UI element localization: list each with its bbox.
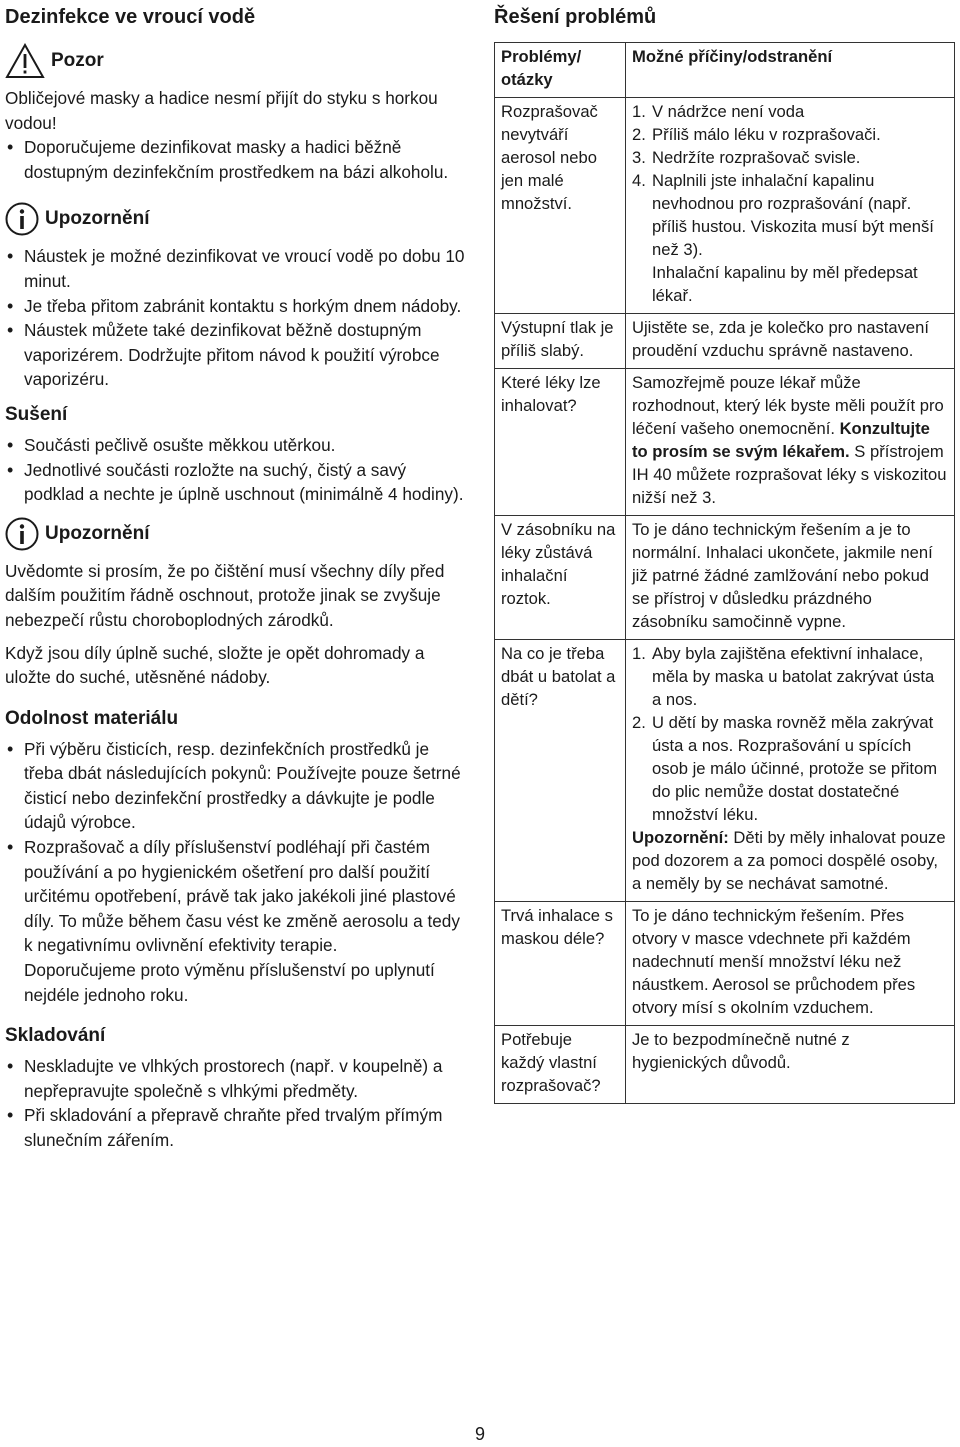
solution-cell: To je dáno technickým řešením a je to normální. Inhalaci ukončete, jakmile není již patrné žádné zamlžování nebo pokud se přístroj v důsledku prázdného zásobníku samočinně vypne. xyxy=(626,516,955,640)
problem-cell: Trvá inhalace s maskou déle? xyxy=(495,902,626,1026)
header-problems: Problémy/ otázky xyxy=(495,43,626,98)
list-item: • Doporučujeme dezinfikovat masky a hadici běžně dostupným dezinfekčním prostředkem na bázi alkoholu. xyxy=(5,135,465,184)
storage-bullets xyxy=(5,1054,465,1152)
table-row xyxy=(495,902,955,1026)
header-causes: Možné příčiny/odstranění xyxy=(626,43,955,98)
notice-1 xyxy=(5,202,465,236)
problem-cell: V zásobníku na léky zůstává inhalační roztok. xyxy=(495,516,626,640)
resistance-extra: Doporučujeme proto výměnu příslušenství po uplynutí nejdéle jednoho roku. xyxy=(24,960,435,1005)
list-item: • Je třeba přitom zabránit kontaktu s horkým dnem nádoby. xyxy=(5,294,465,319)
caution-text: Obličejové masky a hadice nesmí přijít do styku s horkou vodou! xyxy=(5,88,438,133)
warning-triangle-icon xyxy=(5,43,45,79)
solution-cell: Ujistěte se, zda je kolečko pro nastavení proudění vzduchu správně nastaveno. xyxy=(626,314,955,369)
section-title-troubleshooting: Řešení problémů xyxy=(494,6,657,28)
table-row xyxy=(495,640,955,902)
table-row xyxy=(495,98,955,314)
troubleshooting-table xyxy=(494,42,955,1104)
disinfect-bullets xyxy=(5,135,465,184)
list-item: 2. U dětí by maska rovněž měla zakrývat ústa a nos. Rozprašování u spících osob je málo účinné, protože se přitom do plic nemůže dostat dostatečné množství léku. xyxy=(632,713,938,824)
solution-note: Upozornění: Děti by měly inhalovat pouze pod dozorem a za pomoci dospělé osoby, a neměly by se nechávat samotné. xyxy=(632,828,946,893)
dry-text: Když jsou díly úplně suché, složte je opět dohromady a uložte do suché, utěsněné nádoby. xyxy=(5,642,425,688)
solution-cell xyxy=(626,640,955,902)
table-row xyxy=(495,369,955,516)
solution-cell: Samozřejmě pouze lékař může rozhodnout, který lék byste měli použít pro léčení vašeho onemocnění. Konzultujte to prosím se svým lékařem. S přístrojem IH 40 můžete rozprašovat léky s viskozitou nižší než 3. xyxy=(626,369,955,516)
left-column xyxy=(5,4,465,1153)
page-number: 9 xyxy=(474,1424,485,1444)
solution-note: Inhalační kapalinu by měl předepsat lékař. xyxy=(652,263,918,305)
solution-cell: To je dáno technickým řešením. Přes otvory v masce vdechnete při každém nadechnutí menší množství léku než náustkem. Aerosol se průchodem přes otvory mísí s okolním vzduchem. xyxy=(626,902,955,1026)
solution-cell xyxy=(626,98,955,314)
list-item: 1. Aby byla zajištěna efektivní inhalace, měla by maska u batolat zakrývat ústa a nos. xyxy=(632,644,935,709)
list-item: 3. Nedržíte rozprašovač svisle. xyxy=(632,148,861,167)
list-item: • Náustek můžete také dezinfikovat běžně dostupným vaporizérem. Dodržujte přitom návod k použití výrobce vaporizéru. xyxy=(5,318,465,392)
table-header-row xyxy=(495,43,955,98)
list-item: 2. Příliš málo léku v rozprašovači. xyxy=(632,125,881,144)
emphasis: Konzultujte to prosím se svým lékařem. xyxy=(632,419,930,461)
list-item: • Jednotlivé součásti rozložte na suchý, čistý a savý podklad a nechte je úplně uschnout (minimálně 4 hodiny). xyxy=(5,458,465,507)
problem-cell: Potřebuje každý vlastní rozprašovač? xyxy=(495,1026,626,1104)
list-item: • Při výběru čisticích, resp. dezinfekčních prostředků je třeba dbát následujících pokynů: Používejte pouze šetrné čisticí nebo dezinfekční prostředky a dávkujte je podle údajů výrobce. xyxy=(5,737,465,835)
list-item: • Neskladujte ve vlhkých prostorech (např. v koupelně) a nepřepravujte společně s vlhkými předměty. xyxy=(5,1054,465,1103)
list-item: 1. V nádržce není voda xyxy=(632,102,805,121)
info-circle-icon xyxy=(5,202,39,236)
info-circle-icon xyxy=(5,517,39,551)
notice-1-label: Upozornění xyxy=(45,208,150,230)
caution-label: Pozor xyxy=(51,50,104,71)
section-title-disinfection: Dezinfekce ve vroucí vodě xyxy=(5,6,256,28)
notice-2-label: Upozornění xyxy=(45,522,150,544)
problem-cell: Na co je třeba dbát u batolat a dětí? xyxy=(495,640,626,902)
list-item: • Při skladování a přepravě chraňte před trvalým přímým slunečním zářením. xyxy=(5,1103,465,1152)
solution-cell: Je to bezpodmínečně nutné z hygienických důvodů. xyxy=(626,1026,955,1104)
section-title-storage: Skladování xyxy=(5,1025,106,1047)
problem-cell: Výstupní tlak je příliš slabý. xyxy=(495,314,626,369)
notice-1-bullets xyxy=(5,244,465,392)
notice-2 xyxy=(5,517,465,551)
section-title-resistance: Odolnost materiálu xyxy=(5,707,179,729)
table-row xyxy=(495,1026,955,1104)
resistance-bullets xyxy=(5,737,465,958)
problem-cell: Rozprašovač nevytváří aerosol nebo jen malé množství. xyxy=(495,98,626,314)
section-title-drying: Sušení xyxy=(5,403,68,425)
list-item: • Náustek je možné dezinfikovat ve vroucí vodě po dobu 10 minut. xyxy=(5,244,465,293)
drying-bullets xyxy=(5,433,465,507)
table-row xyxy=(495,516,955,640)
list-item: • Součásti pečlivě osušte měkkou utěrkou. xyxy=(5,433,465,458)
list-item: • Rozprašovač a díly příslušenství podléhají při častém používání a po hygienickém ošetření pro další použití určitému opotřebení, právě tak jako jakékoli jiné plastové díly. To může během času vést ke změně aerosolu a tedy k negativnímu ovlivnění efektivity terapie. xyxy=(5,835,465,958)
caution-notice xyxy=(5,44,465,78)
list-item: 4. Naplnili jste inhalační kapalinu nevhodnou pro rozprašování (např. příliš hustou. Viskozita musí být menší než 3). xyxy=(632,171,934,259)
problem-cell: Které léky lze inhalovat? xyxy=(495,369,626,516)
notice-2-text: Uvědomte si prosím, že po čištění musí všechny díly před dalším použitím řádně oschnout, protože jinak se zvyšuje nebezpečí růstu choroboplodných zárodků. xyxy=(5,560,445,630)
table-row xyxy=(495,314,955,369)
right-column xyxy=(494,4,955,1104)
